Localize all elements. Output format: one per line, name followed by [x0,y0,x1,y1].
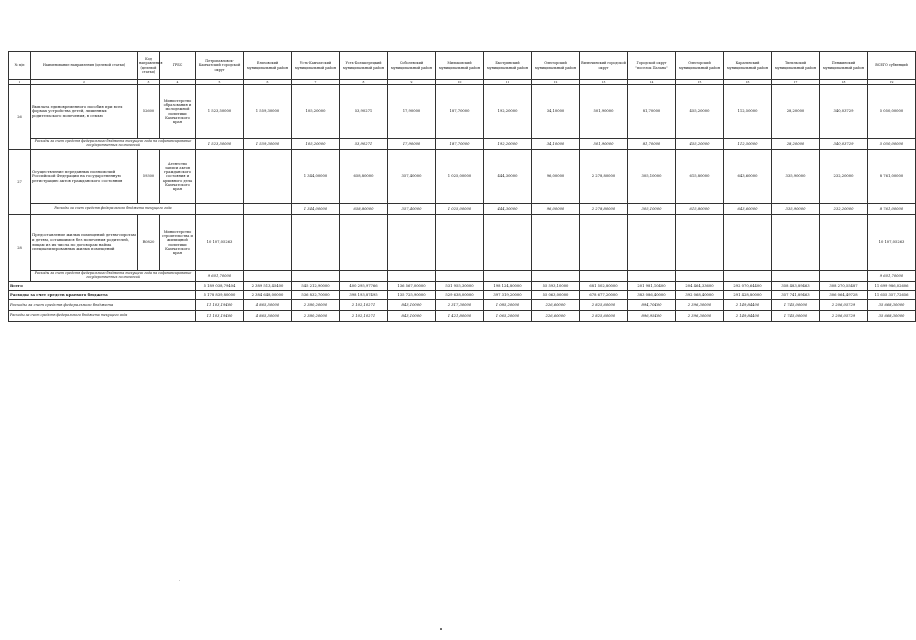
row-name: Предоставление жилых помещений детям-сиротам и детям, оставшимся без попечения родителей, лицам из их числа по договорам найма специализированных жилых помещений [31,215,138,271]
subrow-value [244,204,292,215]
row-value: 96,00000 [532,150,580,204]
federal-value: 2 317,30000 [436,300,484,311]
subrow-value [244,271,292,282]
federal-current-year-row [9,311,916,322]
row-value: 340,03729 [820,85,868,139]
federal-sub-value: 1 421,80000 [436,311,484,322]
row-value [436,215,484,271]
row-value: 1 559,30000 [244,85,292,139]
regional-value: 383 086,40000 [628,291,676,300]
federal-budget-row [9,300,916,311]
federal-value: 2 825,60000 [580,300,628,311]
col-number: 11 [484,80,532,85]
row-code: 52600 [138,85,160,139]
federal-value: 1 085,20000 [484,300,532,311]
row-value [292,215,340,271]
regional-value: 529 638,00000 [436,291,484,300]
row-value: 112,50000 [724,85,772,139]
subrow-value [340,271,388,282]
regional-value: 678 677,20000 [580,291,628,300]
scan-speck [179,580,180,581]
row-value: 8 761,00000 [868,150,916,204]
row-value: 5 050,00000 [868,85,916,139]
total-value: 681 502,80000 [580,282,628,291]
subrow-value: 187,70000 [436,139,484,150]
regional-value: 392 068,40000 [676,291,724,300]
header-col17: Тигильский муниципальный район [772,52,820,80]
federal-sub-value: 2 149,84400 [724,311,772,322]
total-value: 55 593,10000 [532,282,580,291]
col-number: 10 [436,80,484,85]
col-number: 8 [340,80,388,85]
subrow-value [580,271,628,282]
subrow-label: Расходы за счет средств федерального бюджета текущего года на софинансирование государственных полномочий [31,139,196,150]
federal-sub-value: 2 825,60000 [580,311,628,322]
row-number: 26 [9,85,31,150]
row-value: 335,90000 [772,150,820,204]
row-value: 643,60000 [724,150,772,204]
federal-value: 2 206,05729 [820,300,868,311]
total-value: 358 483,89463 [772,282,820,291]
header-col7: Усть-Камчатский муниципальный район [292,52,340,80]
subrow-value [532,271,580,282]
row-value [676,215,724,271]
total-label: Всего [9,282,196,291]
regional-value: 135 725,90000 [388,291,436,300]
subrow-value [196,204,244,215]
subrow-value: 1 523,50000 [196,139,244,150]
row-value: 305,10000 [628,150,676,204]
row-name: Выплата единовременного пособия при всех формах устройства детей, лишенных родительского попечения, в семью [31,85,138,139]
subrow-value [628,271,676,282]
total-value: 2 389 513,45400 [244,282,292,291]
col-number: 3 [138,80,160,85]
row-value: 1 344,00000 [292,150,340,204]
federal-sub-value: 4 865,50000 [244,311,292,322]
federal-value: 1 745,00000 [772,300,820,311]
federal-sub-value: 1 745,00000 [772,311,820,322]
federal-value: 2 102,10271 [340,300,388,311]
row-value: 28,20000 [772,85,820,139]
header-name: Наименование направления (целевой статьи) [31,52,138,80]
subrow-value: 340,03729 [820,139,868,150]
row-value [820,215,868,271]
row-value [580,215,628,271]
row-value: 1 523,50000 [196,85,244,139]
col-number: 5 [196,80,244,85]
header-col5: Петропавловск-Камчатский городской округ [196,52,244,80]
budget-table [8,51,916,322]
col-number: 12 [532,80,580,85]
regional-value: 5 178 839,80000 [196,291,244,300]
col-number: 13 [580,80,628,85]
federal-value: 894,70400 [628,300,676,311]
regional-label: Расходы за счет средств краевого бюджета [9,291,196,300]
table-subrow-27 [9,204,916,215]
regional-value: 397 319,20000 [484,291,532,300]
federal-sub-value: 843,10000 [388,311,436,322]
page-mark [440,628,442,630]
header-col9: Соболевский муниципальный район [388,52,436,80]
total-value: 400 295,97766 [340,282,388,291]
table-subrow-28 [9,271,916,282]
subrow-value [676,271,724,282]
row-value: 17,90000 [388,85,436,139]
federal-label: Расходы за счет средств федерального бюджета [9,300,196,311]
row-value [532,215,580,271]
subrow-value: 357,40000 [388,204,436,215]
row-value [244,150,292,204]
subrow-value: 658,80000 [340,204,388,215]
row-value: 105,20000 [292,85,340,139]
col-number: 4 [160,80,196,85]
subrow-value [292,271,340,282]
subrow-value: 8 761,00000 [868,204,916,215]
total-value: 545 212,90000 [292,282,340,291]
federal-sub-value: 35 668,30000 [868,311,916,322]
subrow-value: 9 601,70000 [868,271,916,282]
federal-value: 843,10000 [388,300,436,311]
row-value: 615,80000 [676,150,724,204]
header-col14: Городской округ "поселок Палана" [628,52,676,80]
row-value: 658,80000 [340,150,388,204]
subrow-value: 1 559,30000 [244,139,292,150]
federal-value: 2 149,84400 [724,300,772,311]
col-number: 7 [292,80,340,85]
total-value: 204 464,33600 [676,282,724,291]
subrow-value: 9 601,70000 [196,271,244,282]
total-value: 136 567,00000 [388,282,436,291]
header-num: № п/п [9,52,31,80]
total-value: 11 699 986,02606 [868,282,916,291]
subrow-value: 2 278,80000 [580,204,628,215]
subrow-label: Расходы за счет средств федерального бюджета текущего года на софинансирование государственных полномочий [31,271,196,282]
total-value: 531 955,30000 [436,282,484,291]
col-number: 17 [772,80,820,85]
regional-value: 2 384 648,00000 [244,291,292,300]
subrow-value [436,271,484,282]
col-number: 2 [31,80,138,85]
row-value [628,215,676,271]
subrow-value: 444,30000 [484,204,532,215]
row-value: 34,10000 [532,85,580,139]
regional-budget-row [9,291,916,300]
subrow-value: 232,20000 [820,204,868,215]
header-code: Код направления (целевой статьи) [138,52,160,80]
col-number: 19 [868,80,916,85]
table-row-26 [9,85,916,139]
row-value [244,215,292,271]
subrow-value [484,271,532,282]
row-grbs: Министерство строительства и жилищной политики Камчатского края [160,215,196,271]
row-value: 10 107,05263 [196,215,244,271]
total-row [9,282,916,291]
row-value [484,215,532,271]
row-number: 28 [9,215,31,282]
row-value: 187,70000 [436,85,484,139]
subrow-value: 105,20000 [292,139,340,150]
row-number: 27 [9,150,31,215]
row-name: Осуществление переданных полномочий Российской Федерации на государственную регистрацию актов гражданского состояния [31,150,138,204]
subrow-value: 5 050,00000 [868,139,916,150]
subrow-value: 81,70000 [628,139,676,150]
subrow-value: 34,10000 [532,139,580,150]
federal-sub-value: 1 065,20000 [484,311,532,322]
row-value: 501,90000 [580,85,628,139]
total-value: 5 189 038,79404 [196,282,244,291]
row-value: 232,20000 [820,150,868,204]
federal-sub-value: 2 396,30000 [676,311,724,322]
regional-value: 55 063,00000 [532,291,580,300]
regional-value: 357 741,89463 [772,291,820,300]
row-value: 10 107,05263 [868,215,916,271]
subrow-value: 1 025,00000 [436,204,484,215]
federal-sub-label: Расходы за счет средств федерального бюджета текущего года [9,311,196,322]
subrow-value [820,271,868,282]
row-code: R0820 [138,215,160,271]
col-number: 18 [820,80,868,85]
row-value: 455,20000 [676,85,724,139]
row-value: 1 025,00000 [436,150,484,204]
col-number: 14 [628,80,676,85]
subrow-value: 305,10000 [628,204,676,215]
federal-sub-value: 11 103,19400 [196,311,244,322]
header-col10: Мильковский муниципальный район [436,52,484,80]
regional-value: 306 064,49728 [820,291,868,300]
header-grbs: ГРБС [160,52,196,80]
federal-sub-value: 896,95400 [628,311,676,322]
federal-sub-value: 226,60000 [532,311,580,322]
header-col15: Олюторский муниципальный район [676,52,724,80]
regional-value: 11 655 357,72656 [868,291,916,300]
header-row [9,52,916,80]
row-value: 357,40000 [388,150,436,204]
federal-value: 4 865,50000 [244,300,292,311]
row-value: 192,20000 [484,85,532,139]
table-subrow-26 [9,139,916,150]
subrow-value: 501,90000 [580,139,628,150]
subrow-value: 192,20000 [484,139,532,150]
col-number: 16 [724,80,772,85]
federal-value: 2 396,30000 [676,300,724,311]
subrow-value: 335,90000 [772,204,820,215]
header-col11: Быстринский муниципальный район [484,52,532,80]
header-col12: Олюторский муниципальный район [532,52,580,80]
subrow-value [388,271,436,282]
federal-sub-value: 2 206,05729 [820,311,868,322]
subrow-value: 615,80000 [676,204,724,215]
row-value [724,215,772,271]
regional-value: 398 193,87495 [340,291,388,300]
total-value: 308 270,55487 [820,282,868,291]
header-col13: Вилючинский городской округ [580,52,628,80]
row-value [388,215,436,271]
row-grbs: Министерство образования и молодежной политики Камчатского края [160,85,196,139]
header-col8: Усть-Большерецкий муниципальный район [340,52,388,80]
row-value [340,215,388,271]
total-value: 201 981,10400 [628,282,676,291]
col-number: 15 [676,80,724,85]
subrow-value: 112,50000 [724,139,772,150]
col-number: 9 [388,80,436,85]
total-value: 292 070,64400 [724,282,772,291]
header-col19: ВСЕГО субвенций [868,52,916,80]
federal-value: 2 380,20000 [292,300,340,311]
subrow-value: 17,90000 [388,139,436,150]
federal-sub-value: 2 380,20000 [292,311,340,322]
subrow-value [724,271,772,282]
table-row-28 [9,215,916,271]
regional-value: 291 428,80000 [724,291,772,300]
row-code: 59300 [138,150,160,204]
federal-value: 35 668,30000 [868,300,916,311]
header-col18: Пенжинский муниципальный район [820,52,868,80]
subrow-value [772,271,820,282]
row-value: 444,30000 [484,150,532,204]
row-value: 53,90271 [340,85,388,139]
subrow-value: 643,60000 [724,204,772,215]
subrow-value: 455,20000 [676,139,724,150]
federal-value: 11 103,19400 [196,300,244,311]
subrow-value: 96,00000 [532,204,580,215]
federal-value: 226,60000 [532,300,580,311]
row-value: 81,70000 [628,85,676,139]
total-value: 198 124,80000 [484,282,532,291]
row-value [196,150,244,204]
row-value: 2 278,80000 [580,150,628,204]
subrow-value: 53,90271 [340,139,388,150]
regional-value: 536 832,70000 [292,291,340,300]
col-number: 6 [244,80,292,85]
col-number: 1 [9,80,31,85]
table-row-27 [9,150,916,204]
subrow-value: 1 344,00000 [292,204,340,215]
subrow-value: 28,20000 [772,139,820,150]
subrow-label: Расходы за счет средств федерального бюджета текущего года [31,204,196,215]
header-col16: Карагинский муниципальный район [724,52,772,80]
row-value [772,215,820,271]
row-grbs: Агентство записи актов гражданского состояния и архивного дела Камчатского края [160,150,196,204]
header-col6: Елизовский муниципальный район [244,52,292,80]
federal-sub-value: 2 102,10271 [340,311,388,322]
